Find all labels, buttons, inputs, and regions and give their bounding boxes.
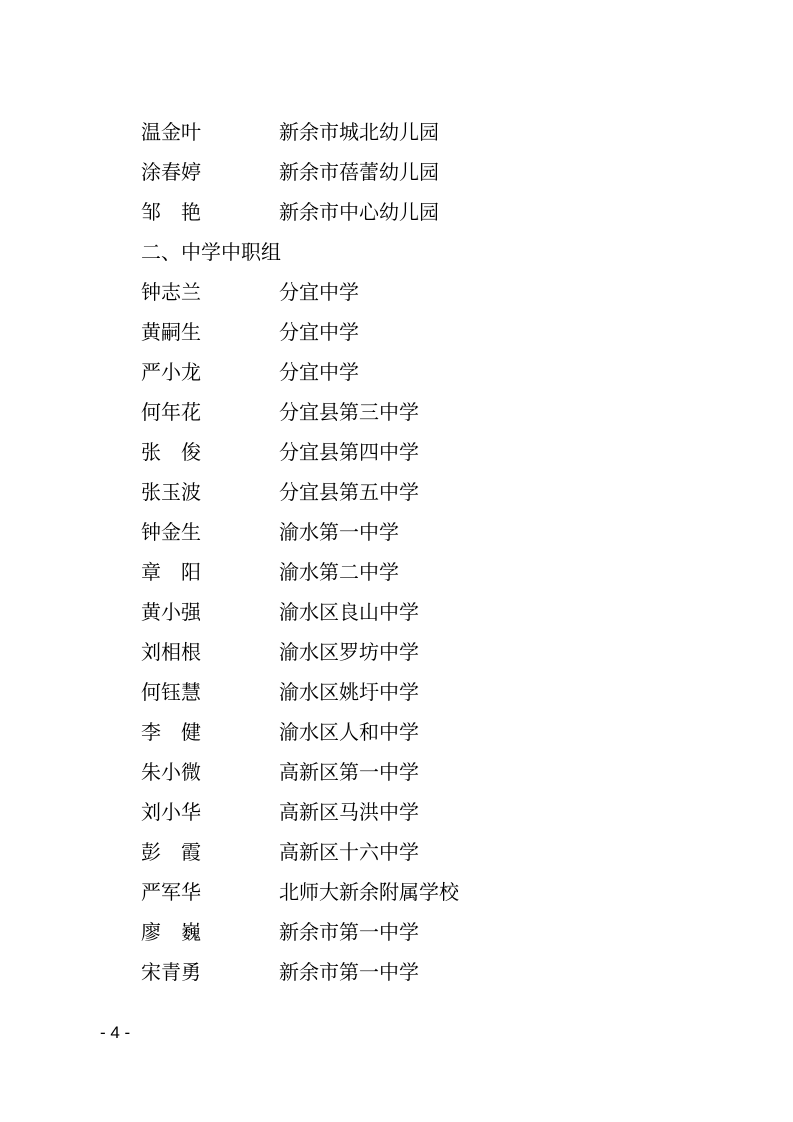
organization-name: 分宜中学 [279, 320, 359, 344]
organization-name: 北师大新余附属学校 [279, 880, 459, 904]
organization-name: 新余市城北幼儿园 [279, 120, 439, 144]
list-item [141, 552, 701, 592]
person-name: 刘相根 [141, 640, 201, 664]
organization-name: 渝水第二中学 [279, 560, 399, 584]
person-name: 钟金生 [141, 520, 201, 544]
list-item [141, 272, 701, 312]
organization-name: 分宜县第三中学 [279, 400, 419, 424]
person-name: 严小龙 [141, 360, 201, 384]
list-item [141, 752, 701, 792]
organization-name: 高新区第一中学 [279, 760, 419, 784]
list-item [141, 912, 701, 952]
list-item [141, 832, 701, 872]
list-item [141, 112, 701, 152]
person-name: 何年花 [141, 400, 201, 424]
award-list [141, 112, 701, 992]
person-name: 朱小微 [141, 760, 201, 784]
person-name: 温金叶 [141, 120, 201, 144]
organization-name: 渝水区良山中学 [279, 600, 419, 624]
list-item [141, 312, 701, 352]
list-item [141, 512, 701, 552]
person-name: 张玉波 [141, 480, 201, 504]
list-item [141, 192, 701, 232]
organization-name: 渝水区姚圩中学 [279, 680, 419, 704]
list-item [141, 792, 701, 832]
organization-name: 高新区马洪中学 [279, 800, 419, 824]
person-name: 黄小强 [141, 600, 201, 624]
organization-name: 分宜县第五中学 [279, 480, 419, 504]
list-item [141, 592, 701, 632]
organization-name: 分宜中学 [279, 360, 359, 384]
page-number: - 4 - [100, 1023, 131, 1042]
section-heading-row [141, 232, 701, 272]
person-name: 章 阳 [141, 560, 201, 584]
list-item [141, 472, 701, 512]
person-name: 钟志兰 [141, 280, 201, 304]
organization-name: 分宜县第四中学 [279, 440, 419, 464]
person-name: 邹 艳 [141, 200, 201, 224]
list-item [141, 392, 701, 432]
organization-name: 渝水区罗坊中学 [279, 640, 419, 664]
person-name: 彭 霞 [141, 840, 201, 864]
organization-name: 新余市第一中学 [279, 960, 419, 984]
organization-name: 渝水第一中学 [279, 520, 399, 544]
organization-name: 分宜中学 [279, 280, 359, 304]
person-name: 何钰慧 [141, 680, 201, 704]
list-item [141, 352, 701, 392]
organization-name: 渝水区人和中学 [279, 720, 419, 744]
person-name: 黄嗣生 [141, 320, 201, 344]
person-name: 廖 巍 [141, 920, 201, 944]
person-name: 严军华 [141, 880, 201, 904]
list-item [141, 672, 701, 712]
organization-name: 新余市中心幼儿园 [279, 200, 439, 224]
person-name: 李 健 [141, 720, 201, 744]
list-item [141, 952, 701, 992]
organization-name: 高新区十六中学 [279, 840, 419, 864]
person-name: 刘小华 [141, 800, 201, 824]
person-name: 宋青勇 [141, 960, 201, 984]
person-name: 涂春婷 [141, 160, 201, 184]
list-item [141, 632, 701, 672]
person-name: 张 俊 [141, 440, 201, 464]
section-heading: 二、中学中职组 [141, 240, 281, 264]
organization-name: 新余市第一中学 [279, 920, 419, 944]
list-item [141, 432, 701, 472]
organization-name: 新余市蓓蕾幼儿园 [279, 160, 439, 184]
list-item [141, 152, 701, 192]
list-item [141, 872, 701, 912]
list-item [141, 712, 701, 752]
